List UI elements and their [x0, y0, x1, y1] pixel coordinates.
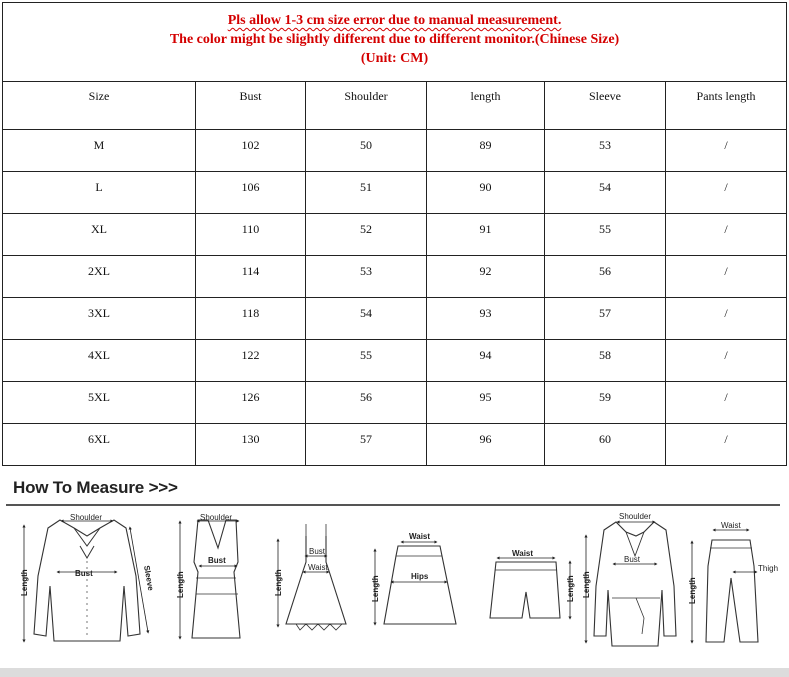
table-row [3, 130, 787, 172]
header-bust: Bust [196, 82, 306, 130]
tank-shoulder-label: Shoulder [200, 513, 233, 522]
dress-bust-label: Bust [309, 547, 326, 556]
dress-icon [274, 524, 346, 630]
table-row [3, 298, 787, 340]
cell-sleeve: 59 [545, 382, 666, 424]
cell-sleeve: 60 [545, 424, 666, 466]
cell-size: 6XL [3, 424, 196, 466]
triple-chevron-icon: >>> [148, 478, 178, 497]
shirt-shoulder-label: Shoulder [70, 513, 103, 522]
table-row [3, 424, 787, 466]
cell-sleeve: 56 [545, 256, 666, 298]
cell-pants-length: / [666, 424, 787, 466]
cell-bust: 126 [196, 382, 306, 424]
cell-pants-length: / [666, 214, 787, 256]
coat-shoulder-label: Shoulder [619, 512, 652, 521]
header-length: length [427, 82, 545, 130]
cell-pants-length: / [666, 130, 787, 172]
tank-top-icon [176, 513, 240, 638]
cell-size: 3XL [3, 298, 196, 340]
size-chart-table [2, 2, 787, 466]
shorts-waist-label: Waist [512, 549, 534, 558]
table-row [3, 340, 787, 382]
table-row [3, 382, 787, 424]
cell-bust: 110 [196, 214, 306, 256]
notice-line-error: Pls allow 1-3 cm size error due to manual measurement. [227, 13, 562, 28]
shirt-bust-label: Bust [75, 569, 93, 578]
table-row [3, 172, 787, 214]
header-pants-length: Pants length [666, 82, 787, 130]
cell-bust: 106 [196, 172, 306, 214]
notice-line-unit: (Unit: CM) [360, 51, 429, 66]
table-row [3, 214, 787, 256]
cell-size: L [3, 172, 196, 214]
shorts-icon [490, 549, 575, 618]
coat-length-label: Length [582, 571, 591, 598]
cell-sleeve: 54 [545, 172, 666, 214]
bottom-strip [0, 668, 789, 677]
cell-sleeve: 58 [545, 340, 666, 382]
notice-line-color: The color might be slightly different due to different monitor.(Chinese Size) [169, 32, 620, 47]
cell-sleeve: 57 [545, 298, 666, 340]
cell-bust: 118 [196, 298, 306, 340]
shorts-length-label: Length [566, 575, 575, 602]
cell-size: M [3, 130, 196, 172]
header-size: Size [3, 82, 196, 130]
cell-size: 2XL [3, 256, 196, 298]
coat-icon [582, 512, 676, 646]
cell-sleeve: 53 [545, 130, 666, 172]
shirt-icon [20, 513, 155, 641]
how-to-measure-section [0, 470, 789, 677]
skirt-hips-label: Hips [411, 572, 429, 581]
dress-length-label: Length [274, 569, 283, 596]
cell-bust: 114 [196, 256, 306, 298]
cell-pants-length: / [666, 256, 787, 298]
cell-length: 95 [427, 382, 545, 424]
cell-length: 93 [427, 298, 545, 340]
cell-size: XL [3, 214, 196, 256]
pants-thigh-label: Thigh [758, 564, 779, 573]
skirt-length-label: Length [371, 575, 380, 602]
cell-sleeve: 55 [545, 214, 666, 256]
cell-pants-length: / [666, 340, 787, 382]
header-shoulder: Shoulder [306, 82, 427, 130]
cell-shoulder: 53 [306, 256, 427, 298]
cell-pants-length: / [666, 382, 787, 424]
skirt-waist-label: Waist [409, 532, 431, 541]
cell-shoulder: 56 [306, 382, 427, 424]
skirt-icon [371, 532, 456, 624]
measurement-figures [0, 506, 789, 671]
cell-shoulder: 50 [306, 130, 427, 172]
pants-length-label: Length [688, 577, 697, 604]
cell-bust: 102 [196, 130, 306, 172]
cell-shoulder: 54 [306, 298, 427, 340]
pants-waist-label: Waist [721, 521, 741, 530]
table-header-row [3, 82, 787, 130]
cell-length: 96 [427, 424, 545, 466]
cell-length: 92 [427, 256, 545, 298]
cell-length: 91 [427, 214, 545, 256]
header-sleeve: Sleeve [545, 82, 666, 130]
coat-bust-label: Bust [624, 555, 641, 564]
cell-shoulder: 52 [306, 214, 427, 256]
cell-length: 89 [427, 130, 545, 172]
cell-shoulder: 51 [306, 172, 427, 214]
cell-bust: 130 [196, 424, 306, 466]
tank-length-label: Length [176, 571, 185, 598]
cell-pants-length: / [666, 172, 787, 214]
shirt-sleeve-label: Sleeve [142, 564, 156, 592]
tank-bust-label: Bust [208, 556, 226, 565]
dress-waist-label: Waist [308, 563, 328, 572]
cell-bust: 122 [196, 340, 306, 382]
cell-pants-length: / [666, 298, 787, 340]
cell-length: 90 [427, 172, 545, 214]
cell-size: 4XL [3, 340, 196, 382]
pants-icon [688, 521, 778, 642]
cell-size: 5XL [3, 382, 196, 424]
shirt-length-label: Length [20, 569, 29, 596]
notice-banner [3, 3, 787, 82]
how-to-measure-title-text: How To Measure [13, 478, 145, 497]
cell-shoulder: 55 [306, 340, 427, 382]
how-to-measure-title [13, 478, 178, 498]
table-row [3, 256, 787, 298]
cell-shoulder: 57 [306, 424, 427, 466]
cell-length: 94 [427, 340, 545, 382]
